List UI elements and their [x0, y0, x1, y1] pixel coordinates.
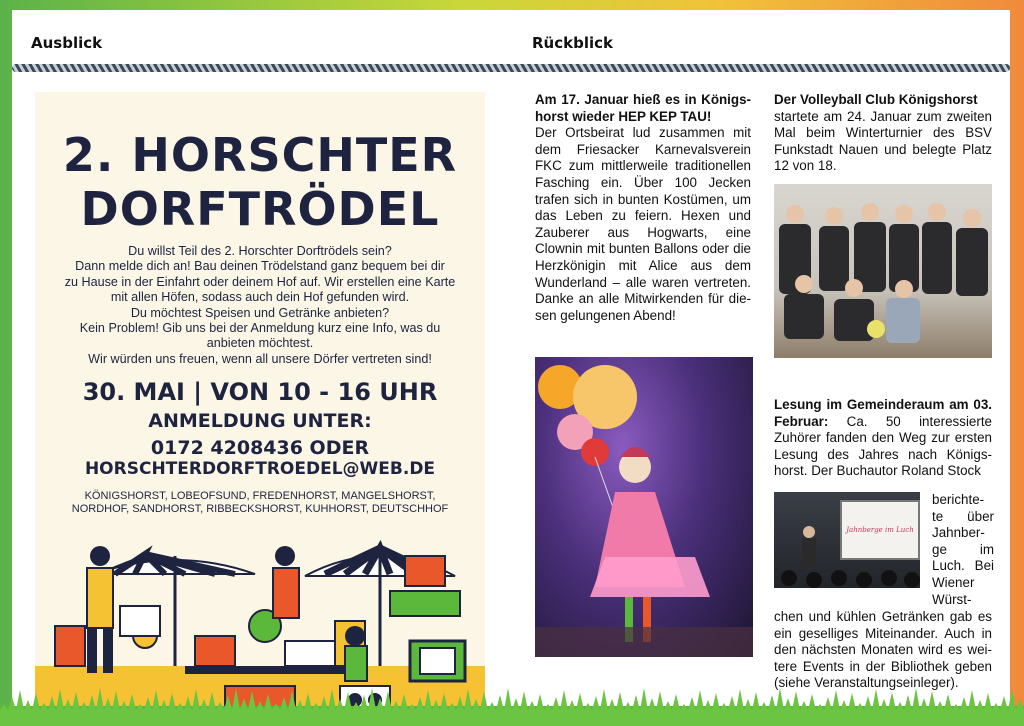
photo-lesung	[774, 492, 920, 588]
wrap-line: Luch. Bei	[932, 558, 994, 574]
article-volleyball	[774, 92, 992, 175]
poster-body-line: Wir würden uns freuen, wenn all unsere Dörfer vertreten sind!	[88, 351, 432, 366]
projector-screen-text: Jahnberge im Luch	[846, 526, 914, 534]
clown-illustration	[535, 357, 753, 657]
article-fasching	[535, 92, 751, 324]
wrap-line: Jahnber-	[932, 525, 985, 541]
article-lesung-heading: Lesung im Gemeinderaum am 03. Februar:	[774, 397, 992, 429]
poster-body	[45, 244, 475, 367]
poster-places-line: KÖNIGSHORST, LOBEOFSUND, FREDENHORST, MANGELSHORST,	[84, 490, 436, 502]
wrap-line: Würst-	[932, 591, 972, 607]
wrap-line: ge im	[932, 541, 994, 557]
grass-border	[0, 680, 1024, 726]
audience-illustration	[774, 492, 920, 588]
poster-body-line: Kein Problem! Gib uns bei der Anmeldung kurz eine Info, was du	[79, 321, 441, 336]
article-volleyball-body: startete am 24. Januar zum zweiten Mal beim Winterturnier des BSV Funkstadt Nauen und belegte Platz 12 von 18.	[774, 108, 992, 174]
poster-title-line2: DORFTRÖDEL	[80, 182, 440, 236]
poster-body-line: Du möchtest Speisen und Getränke anbieten?	[130, 305, 390, 320]
poster-signup-label: ANMELDUNG UNTER:	[148, 410, 372, 432]
article-lesung	[774, 397, 992, 480]
team-illustration	[774, 184, 992, 358]
photo-fasching-clown	[535, 357, 753, 657]
wrap-line: te über	[932, 508, 994, 524]
poster-phone: 0172 4208436 ODER	[150, 437, 370, 459]
poster-body-line: anbieten möchtest.	[206, 336, 314, 351]
section-heading-ausblick: Ausblick	[31, 34, 103, 52]
article-lesung-wrap	[932, 492, 994, 608]
flea-market-poster	[35, 92, 485, 726]
article-fasching-heading: Am 17. Januar hieß es in Königshorst wieder HEP KEP TAU!	[535, 92, 751, 124]
article-fasching-body: Der Ortsbeirat lud zusammen mit dem Friesacker Karnevalsverein FKC zum mittlerweile traditionellen Fasching ein. Über 100 Jecken trafen sich in bunten Kostümen, um das Leben zu feiern. Hexen und Zauberer aus Hogwarts, eine Clownin mit bunten Ballons oder die Herzkönigin mit Alice aus dem Wunderland – alle waren vertreten. Danke an alle Mitwirkenden für diesen gelungenen Abend!	[535, 125, 751, 323]
poster-body-line: Du willst Teil des 2. Horschter Dorftrödels sein?	[128, 244, 392, 258]
photo-volleyball-team	[774, 184, 992, 358]
newsletter-page	[12, 10, 1010, 726]
rope-divider	[12, 64, 1010, 72]
article-volleyball-heading: Der Volleyball Club Königshorst	[774, 92, 978, 107]
wrap-line: Wiener	[932, 574, 975, 590]
poster-email: HORSCHTERDORFTROEDEL@WEB.DE	[84, 459, 436, 479]
wrap-line: berichte-	[932, 492, 985, 507]
poster-title-line1: 2. HORSCHTER	[62, 128, 458, 182]
poster-places	[55, 490, 465, 516]
poster-body-line: zu Hause in der Einfahrt oder deinem Hof auf. Wir erstellen eine Karte	[64, 274, 456, 289]
poster-places-line: NORDHOF, SANDHORST, RIBBECKSHORST, KUHHORST, DEUTSCHHOF	[71, 503, 449, 515]
article-lesung-body-bottom: chen und kühlen Getränken gab es ein geselliges Miteinander. Auch in den nächsten Monaten wird es weitere Events in der Bibliothek geben (siehe Veranstaltungseinleger).	[774, 609, 992, 691]
section-heading-rueckblick: Rückblick	[532, 34, 613, 52]
poster-body-line: Dann melde dich an! Bau deinen Trödelstand ganz bequem bei dir	[75, 259, 445, 274]
article-lesung-body-top: Ca. 50 interessierte Zuhörer fanden den Weg zur ersten Lesung des Jahres nach Königshorst. Der Buchautor Roland Stock	[774, 413, 992, 479]
poster-date: 30. MAI | VON 10 - 16 UHR	[82, 378, 438, 406]
poster-body-line: mit allen Höfen, sodass auch dein Hof gefunden wird.	[110, 290, 410, 305]
